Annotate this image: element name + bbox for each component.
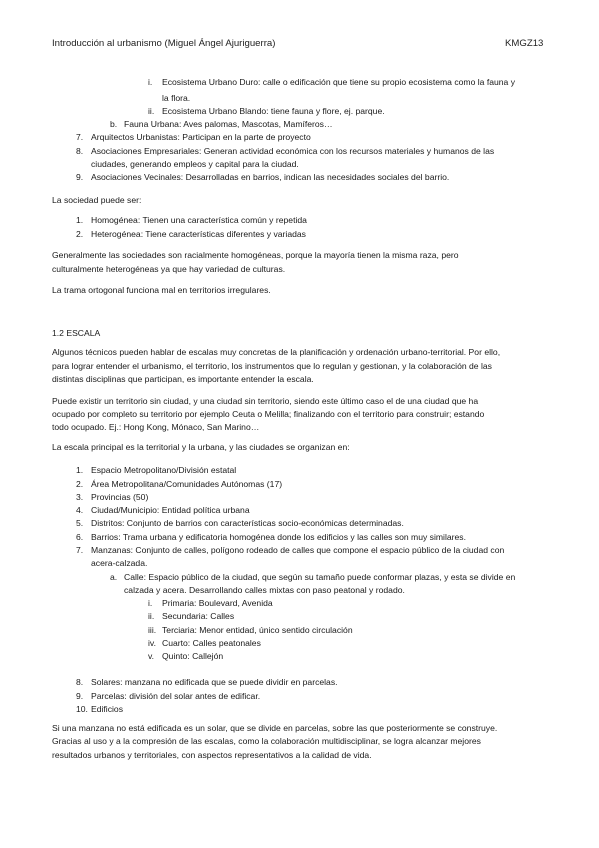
paragraph-line: todo ocupado. Ej.: Hong Kong, Mónaco, San Marino… (52, 422, 260, 432)
list-marker: iii. (148, 625, 157, 635)
list-marker: 8. (76, 677, 84, 687)
paragraph-line: culturalmente heterogéneas ya que hay variedad de culturas. (52, 264, 286, 274)
list-marker: i. (148, 77, 153, 87)
list-item-text: Barrios: Trama urbana y edificatoria homogénea donde los edificios y las calles son muy similares. (91, 532, 466, 542)
list-item-text: Solares: manzana no edificada que se puede dividir en parcelas. (91, 677, 338, 687)
list-marker: ii. (148, 106, 155, 116)
paragraph-line: Gracias al uso y a la compresión de las escalas, como la colaboración multidisciplinar, se logra alcanzar mejores (52, 736, 481, 746)
list-marker: a. (110, 572, 118, 582)
list-item-text: Área Metropolitana/Comunidades Autónomas (17) (91, 479, 283, 489)
list-marker: 9. (76, 691, 84, 701)
paragraph-line: La sociedad puede ser: (52, 195, 142, 205)
list-item-text: Secundaria: Calles (162, 611, 235, 621)
paragraph-line: resultados urbanos y territoriales, con aspectos representativos a la calidad de vida. (52, 750, 372, 760)
list-item-text: Asociaciones Empresariales: Generan actividad económica con los recursos materiales y humanos de las (91, 146, 495, 156)
paragraph-line: Si una manzana no está edificada es un solar, que se divide en parcelas, sobre las que posteriormente se construye. (52, 723, 498, 733)
list-item-text: Manzanas: Conjunto de calles, polígono rodeado de calles que compone el espacio público de la ciudad con (91, 545, 505, 555)
paragraph-line: para lograr entender el urbanismo, el territorio, los instrumentos que lo regulan y gestionan, y la colaboración de las (52, 361, 492, 371)
paragraph-line: la flora. (162, 93, 191, 103)
list-item-text: Heterogénea: Tiene características diferentes y variadas (91, 229, 306, 239)
list-marker: 8. (76, 146, 84, 156)
list-marker: 9. (76, 172, 84, 182)
list-item-text: Quinto: Callejón (162, 651, 224, 661)
list-marker: 1. (76, 465, 84, 475)
paragraph-line: ocupado por completo su territorio por ejemplo Ceuta o Melilla; finalizando con el territorio para construir; estando (52, 409, 485, 419)
list-marker: 4. (76, 505, 84, 515)
list-item-text: Espacio Metropolitano/División estatal (91, 465, 237, 475)
list-item-text: Homogénea: Tienen una característica común y repetida (91, 215, 307, 225)
list-marker: 2. (76, 479, 84, 489)
paragraph-line: Algunos técnicos pueden hablar de escalas muy concretas de la planificación y ordenación urbano-territorial. Por ello, (52, 347, 501, 357)
list-marker: 6. (76, 532, 84, 542)
list-marker: 5. (76, 518, 84, 528)
list-marker: i. (148, 598, 153, 608)
list-item-text: Primaria: Boulevard, Avenida (162, 598, 273, 608)
list-item-text: Calle: Espacio público de la ciudad, que según su tamaño puede conformar plazas, y esta se divide en (124, 572, 516, 582)
paragraph-line: acera-calzada. (91, 558, 148, 568)
list-item-text: Ciudad/Municipio: Entidad política urbana (91, 505, 250, 515)
list-marker: b. (110, 119, 118, 129)
list-marker: 10. (76, 704, 88, 714)
list-marker: 1. (76, 215, 84, 225)
list-marker: 3. (76, 492, 84, 502)
document-title: Introducción al urbanismo (Miguel Ángel Ajuriguerra) (52, 38, 276, 49)
list-item-text: Ecosistema Urbano Duro: calle o edificación que tiene su propio ecosistema como la fauna y (162, 77, 516, 87)
list-item-text: Fauna Urbana: Aves palomas, Mascotas, Mamíferos… (124, 119, 333, 129)
list-marker: iv. (148, 638, 156, 648)
list-item-text: Arquitectos Urbanistas: Participan en la parte de proyecto (91, 132, 311, 142)
list-item-text: Parcelas: división del solar antes de edificar. (91, 691, 261, 701)
list-marker: 7. (76, 545, 84, 555)
list-marker: 7. (76, 132, 84, 142)
list-marker: v. (148, 651, 155, 661)
list-item-text: Ecosistema Urbano Blando: tiene fauna y flore, ej. parque. (162, 106, 385, 116)
list-item-text: Cuarto: Calles peatonales (162, 638, 261, 648)
list-item-text: Terciaria: Menor entidad, único sentido circulación (162, 625, 353, 635)
paragraph-line: ciudades, generando empleos y capital para la ciudad. (91, 159, 299, 169)
list-item-text: Asociaciones Vecinales: Desarrolladas en barrios, indican las necesidades sociales del barrio. (91, 172, 450, 182)
list-marker: 2. (76, 229, 84, 239)
list-item-text: Distritos: Conjunto de barrios con características socio-económicas determinadas. (91, 518, 404, 528)
list-item-text: Edificios (91, 704, 123, 714)
list-item-text: Provincias (50) (91, 492, 149, 502)
document-code: KMGZ13 (505, 38, 544, 49)
paragraph-line: La escala principal es la territorial y la urbana, y las ciudades se organizan en: (52, 442, 350, 452)
paragraph-line: 1.2 ESCALA (52, 328, 101, 338)
paragraph-line: calzada y acera. Desarrollando calles mixtas con paso peatonal y rodado. (124, 585, 405, 595)
paragraph-line: Puede existir un territorio sin ciudad, y una ciudad sin territorio, siendo este último caso el de una ciudad que ha (52, 396, 479, 406)
paragraph-line: Generalmente las sociedades son racialmente homogéneas, porque la mayoría tienen la misma raza, pero (52, 250, 459, 260)
list-marker: ii. (148, 611, 155, 621)
paragraph-line: distintas disciplinas que participan, es importante entender la escala. (52, 374, 314, 384)
paragraph-line: La trama ortogonal funciona mal en territorios irregulares. (52, 285, 271, 295)
